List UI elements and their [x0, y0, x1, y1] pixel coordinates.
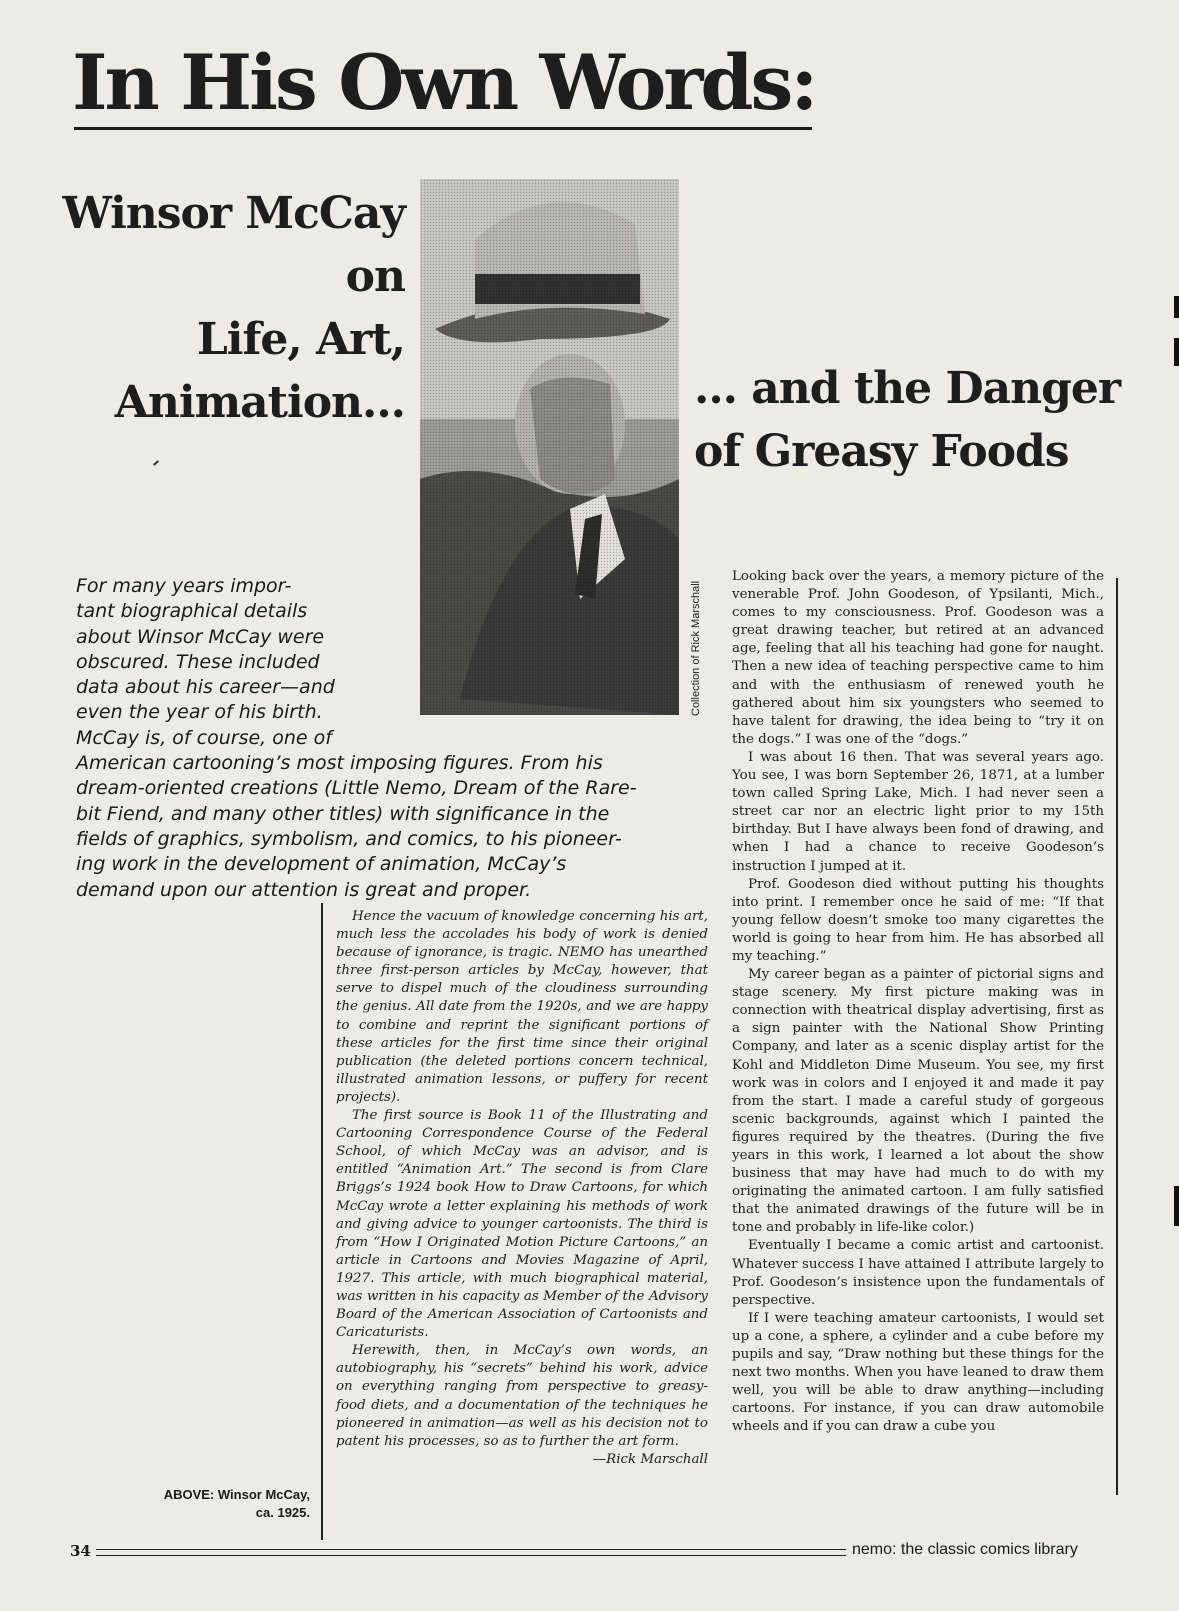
intro-line: obscured. These included	[76, 650, 320, 673]
intro-line: For many years impor-	[76, 575, 292, 597]
intro-line: bit Fiend, and many other titles) with significance in the	[76, 802, 610, 825]
stray-mark	[153, 460, 159, 465]
deck-left-line: on	[345, 251, 405, 302]
deck-right	[694, 357, 1134, 483]
intro-line: tant biographical details	[76, 600, 308, 623]
editor-paragraph: The first source is Book 11 of the Illustrating and Cartooning Correspondence Course of the Federal School, of which McCay was an advisor, and is entitled “Animation Art.” The second is from Clare Briggs’s 1924 book How to Draw Cartoons, for which McCay wrote a letter explaining his methods of work and giving advice to younger cartoonists. The third is from “How I Originated Motion Picture Cartoons,” an article in Cartoons and Movies Magazine of April, 1927. This article, with much biographical material, was written in his capacity as Member of the Advisory Board of the American Association of Cartoonists and Caricaturists.	[336, 1108, 708, 1341]
deck-left	[60, 182, 405, 434]
intro-line: demand upon our attention is great and proper.	[76, 878, 532, 901]
article-paragraph: Eventually I became a comic artist and cartoonist. Whatever success I have attained I attribute largely to Prof. Goodeson’s insistence upon the fundamentals of perspective.	[732, 1238, 1104, 1308]
intro-line: fields of graphics, symbolism, and comics, to his pioneer-	[76, 827, 622, 850]
publication-name: nemo: the classic comics library	[852, 1541, 1078, 1558]
editor-paragraph: Hence the vacuum of knowledge concerning his art, much less the accolades his body of work is denied because of ignorance, is tragic. NEMO has unearthed three first-person articles by McCay, however, that serve to dispel much of the cloudiness surrounding the genius. All date from the 1920s, and we are happy to combine and reprint the significant portions of these articles for the first time since their original publication (the deleted portions concern technical, illustrated animation lessons, or puffery for recent projects).	[336, 909, 708, 1105]
article-paragraph: My career began as a painter of pictorial signs and stage scenery. My first picture making was in connection with theatrical display advertising, first as a sign painter with the National Show Printing Company, and later as a scenic display artist for the Kohl and Middleton Dime Museum. You see, my first work was in colors and I enjoyed it and made it pay from the start. I made a careful study of gorgeous scenic backgrounds, against which I painted the figures required by the theatres. (During the five years in this work, I learned a lot about the show business that may have had much to do with my originating the animated cartoon. I am fully satisfied that the animated drawings of the future will be in tone and probably in life-like color.)	[732, 967, 1104, 1236]
deck-left-line: Life, Art,	[196, 314, 405, 365]
editor-signature: —Rick Marschall	[592, 1451, 708, 1467]
column-rule-middle	[321, 903, 323, 1540]
intro-line: data about his career—and	[76, 676, 335, 699]
article-paragraph: I was about 16 then. That was several years ago. You see, I was born September 26, 1871, at a lumber town called Spring Lake, Mich. I had never seen a street car nor an electric light prior to my 15th birthday. But I have always been fond of drawing, and when I had a chance to receive Goodeson’s instruction I jumped at it.	[732, 749, 1104, 874]
deck-left-line: Winsor McCay	[62, 188, 405, 239]
photo-credit: Collection of Rick Marschall	[690, 580, 702, 716]
intro-line: McCay is, of course, one of	[76, 726, 332, 749]
caption-line2: ca. 1925.	[255, 1505, 310, 1520]
intro-line: about Winsor McCay were	[76, 625, 325, 648]
article-paragraph: Prof. Goodeson died without putting his thoughts into print. I remember once he said of me: “If that young fellow doesn’t smoke too many cigarettes the world is going to hear from him. He has absorbed all my teaching.”	[732, 876, 1104, 964]
editor-paragraph: Herewith, then, in McCay’s own words, an autobiography, his “secrets” behind his work, advice on everything ranging from perspective to greasy-food diets, and a documentation of the techniques he pioneered in animation—as well as his decision not to patent his processes, so as to further the art form.	[336, 1343, 708, 1449]
footer-rule	[96, 1549, 846, 1556]
intro-paragraph	[76, 574, 708, 903]
intro-line: American cartooning’s most imposing figures. From his	[76, 752, 603, 775]
editor-introduction-column	[336, 908, 708, 1469]
caption-line1: Winsor McCay,	[217, 1487, 310, 1502]
edge-mark	[1174, 338, 1179, 366]
column-rule-right	[1116, 578, 1118, 1495]
article-paragraph: If I were teaching amateur cartoonists, I would set up a cone, a sphere, a cylinder and a cube before my pupils and say, “Draw nothing but these things for the next two months. When you have leaned to draw them well, you will be able to draw anything—including cartoons. For instance, if you can draw automobile wheels and if you can draw a cube you	[732, 1310, 1104, 1435]
article-paragraph: Looking back over the years, a memory picture of the venerable Prof. John Goodeson, of Ypsilanti, Mich., comes to my consciousness. Prof. Goodeson was a great drawing teacher, but retired at an advanced age, feeling that all his teaching had gone for naught. Then a new idea of teaching perspective came to him and with the enthusiasm of renewed youth he gathered about him six youngsters who seemed to have talent for drawing, the idea being to “try it on the dogs.” I was one of the “dogs.”	[732, 569, 1104, 747]
mccay-text-column	[732, 568, 1104, 1437]
intro-line: ing work in the development of animation, McCay’s	[76, 853, 567, 876]
page-headline: In His Own Words:	[72, 38, 816, 127]
intro-line: even the year of his birth.	[76, 701, 323, 724]
intro-line: dream-oriented creations (Little Nemo, Dream of the Rare-	[76, 777, 637, 800]
page-number: 34	[70, 1542, 91, 1560]
deck-right-line: of Greasy Foods	[694, 426, 1069, 477]
photo-caption	[100, 1486, 310, 1522]
deck-left-line: Animation...	[114, 377, 405, 428]
caption-label: ABOVE:	[163, 1487, 215, 1502]
edge-mark	[1174, 1186, 1179, 1226]
deck-right-line: ... and the Danger	[694, 363, 1121, 414]
headline-rule	[74, 127, 812, 130]
edge-mark	[1174, 296, 1179, 318]
